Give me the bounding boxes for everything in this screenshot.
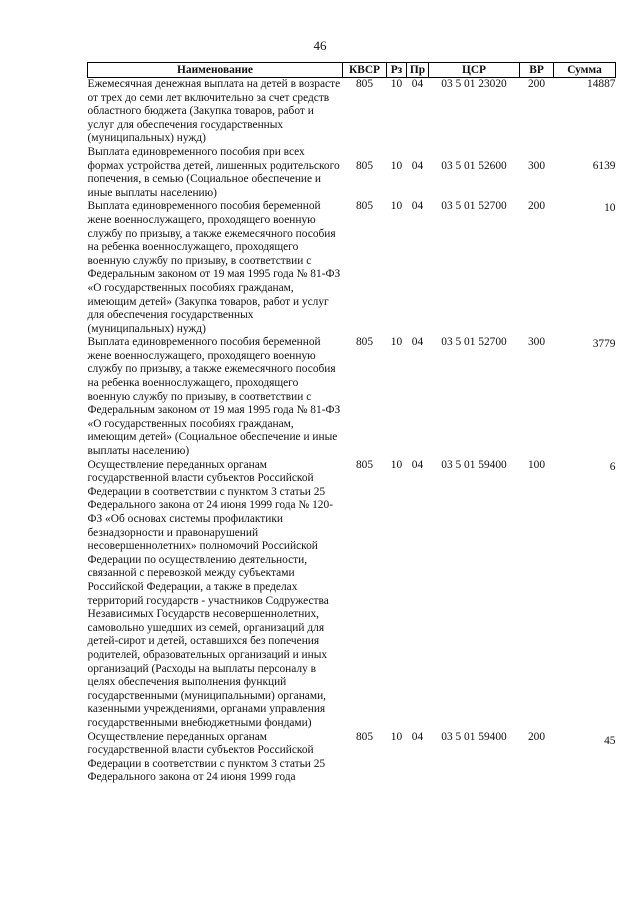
table-row	[88, 146, 616, 200]
header-rz: Рз	[387, 63, 407, 78]
row-sum: 14887	[587, 78, 616, 90]
row-name: Выплата единовременного пособия при всех формах устройства детей, лишенных родительского попечения, в семью (Социальное обеспечение и иные выплаты населению)	[87, 145, 340, 199]
row-rz: 10	[390, 200, 403, 213]
row-pr: 04	[411, 458, 424, 471]
row-name: Ежемесячная денежная выплата на детей в возрасте от трех до семи лет включительно за счет средств областного бюджета (Закупка товаров, работ и услуг для обеспечения государственных (муниципальных) нужд)	[87, 78, 341, 145]
row-rz: 10	[390, 458, 403, 471]
row-rz: 10	[390, 730, 403, 743]
row-kvsr: 805	[355, 200, 374, 213]
row-name: Осуществление переданных органам государственной власти субъектов Российской Федерации в соответствии с пунктом 3 статьи 25 Федерального закона от 24 июня 1999 года	[87, 730, 326, 784]
row-kvsr: 805	[355, 458, 374, 471]
row-pr: 04	[411, 200, 424, 213]
row-pr: 04	[411, 336, 424, 349]
header-sum: Сумма	[554, 63, 616, 78]
row-csr: 03 5 01 52700	[441, 200, 507, 213]
table-row	[88, 200, 616, 336]
row-vr: 200	[527, 730, 546, 743]
header-csr: ЦСР	[429, 63, 520, 78]
row-vr: 100	[527, 458, 546, 471]
table-header-row	[88, 63, 616, 78]
budget-table	[87, 62, 616, 785]
row-rz: 10	[390, 78, 403, 90]
row-kvsr: 805	[355, 336, 374, 349]
row-sum: 6139	[592, 159, 616, 172]
table-row	[88, 78, 616, 146]
row-vr: 300	[527, 159, 546, 172]
row-csr: 03 5 01 59400	[441, 458, 507, 471]
row-sum: 3779	[592, 338, 616, 351]
row-csr: 03 5 01 52600	[441, 159, 507, 172]
table-row	[88, 731, 616, 785]
page-number: 46	[313, 38, 327, 53]
row-kvsr: 805	[355, 159, 374, 172]
header-pr: Пр	[407, 63, 429, 78]
row-sum: 45	[604, 734, 616, 747]
table-row	[88, 459, 616, 731]
row-sum: 6	[609, 460, 616, 473]
row-rz: 10	[390, 159, 403, 172]
row-sum: 10	[604, 202, 616, 215]
row-csr: 03 5 01 23020	[441, 78, 507, 90]
header-name: Наименование	[88, 63, 343, 78]
row-name: Выплата единовременного пособия беременной жене военнослужащего, проходящего военную службу по призыву, а также ежемесячного пособия на ребенка военнослужащего, проходящего военную службу по призыву, в соответствии с Федеральным законом от 19 мая 1995 года № 81-ФЗ «О государственных пособиях гражданам, имеющим детей» (Социальное обеспечение и иные выплаты населению)	[87, 336, 341, 458]
row-name: Выплата единовременного пособия беременной жене военнослужащего, проходящего военную службу по призыву, а также ежемесячного пособия на ребенка военнослужащего, проходящего военную службу по призыву, в соответствии с Федеральным законом от 19 мая 1995 года № 81-ФЗ «О государственных пособиях гражданам, имеющим детей» (Закупка товаров, работ и услуг для обеспечения государственных (муниципальных) нужд)	[87, 200, 341, 335]
row-pr: 04	[411, 730, 424, 743]
header-vr: ВР	[520, 63, 554, 78]
row-pr: 04	[411, 159, 424, 172]
row-kvsr: 805	[355, 78, 374, 90]
row-rz: 10	[390, 336, 403, 349]
row-name: Осуществление переданных органам государственной власти субъектов Российской Федерации в соответствии с пунктом 3 статьи 25 Федерального закона от 24 июня 1999 года № 120-ФЗ «Об основах системы профилактики безнадзорности и правонарушений несовершеннолетних» полномочий Российской Федерации по осуществлению деятельности, связанной с перевозкой между субъектами Российской Федерации, а также в пределах территорий государств - участников Содружества Независимых Государств несовершеннолетних, самовольно ушедших из семей, организаций для детей-сирот и детей, оставшихся без попечения родителей, образовательных организаций и иных организаций (Расходы на выплаты персоналу в целях обеспечения выполнения функций государственными (муниципальными) органами, казенными учреждениями, органами управления государственными внебюджетными фондами)	[87, 458, 333, 729]
row-csr: 03 5 01 59400	[441, 730, 507, 743]
row-vr: 300	[527, 336, 546, 349]
row-csr: 03 5 01 52700	[441, 336, 507, 349]
table-row	[88, 336, 616, 458]
header-kvsr: КВСР	[343, 63, 387, 78]
row-pr: 04	[411, 78, 424, 90]
row-kvsr: 805	[355, 730, 374, 743]
row-vr: 200	[527, 200, 546, 213]
row-vr: 200	[527, 78, 546, 90]
